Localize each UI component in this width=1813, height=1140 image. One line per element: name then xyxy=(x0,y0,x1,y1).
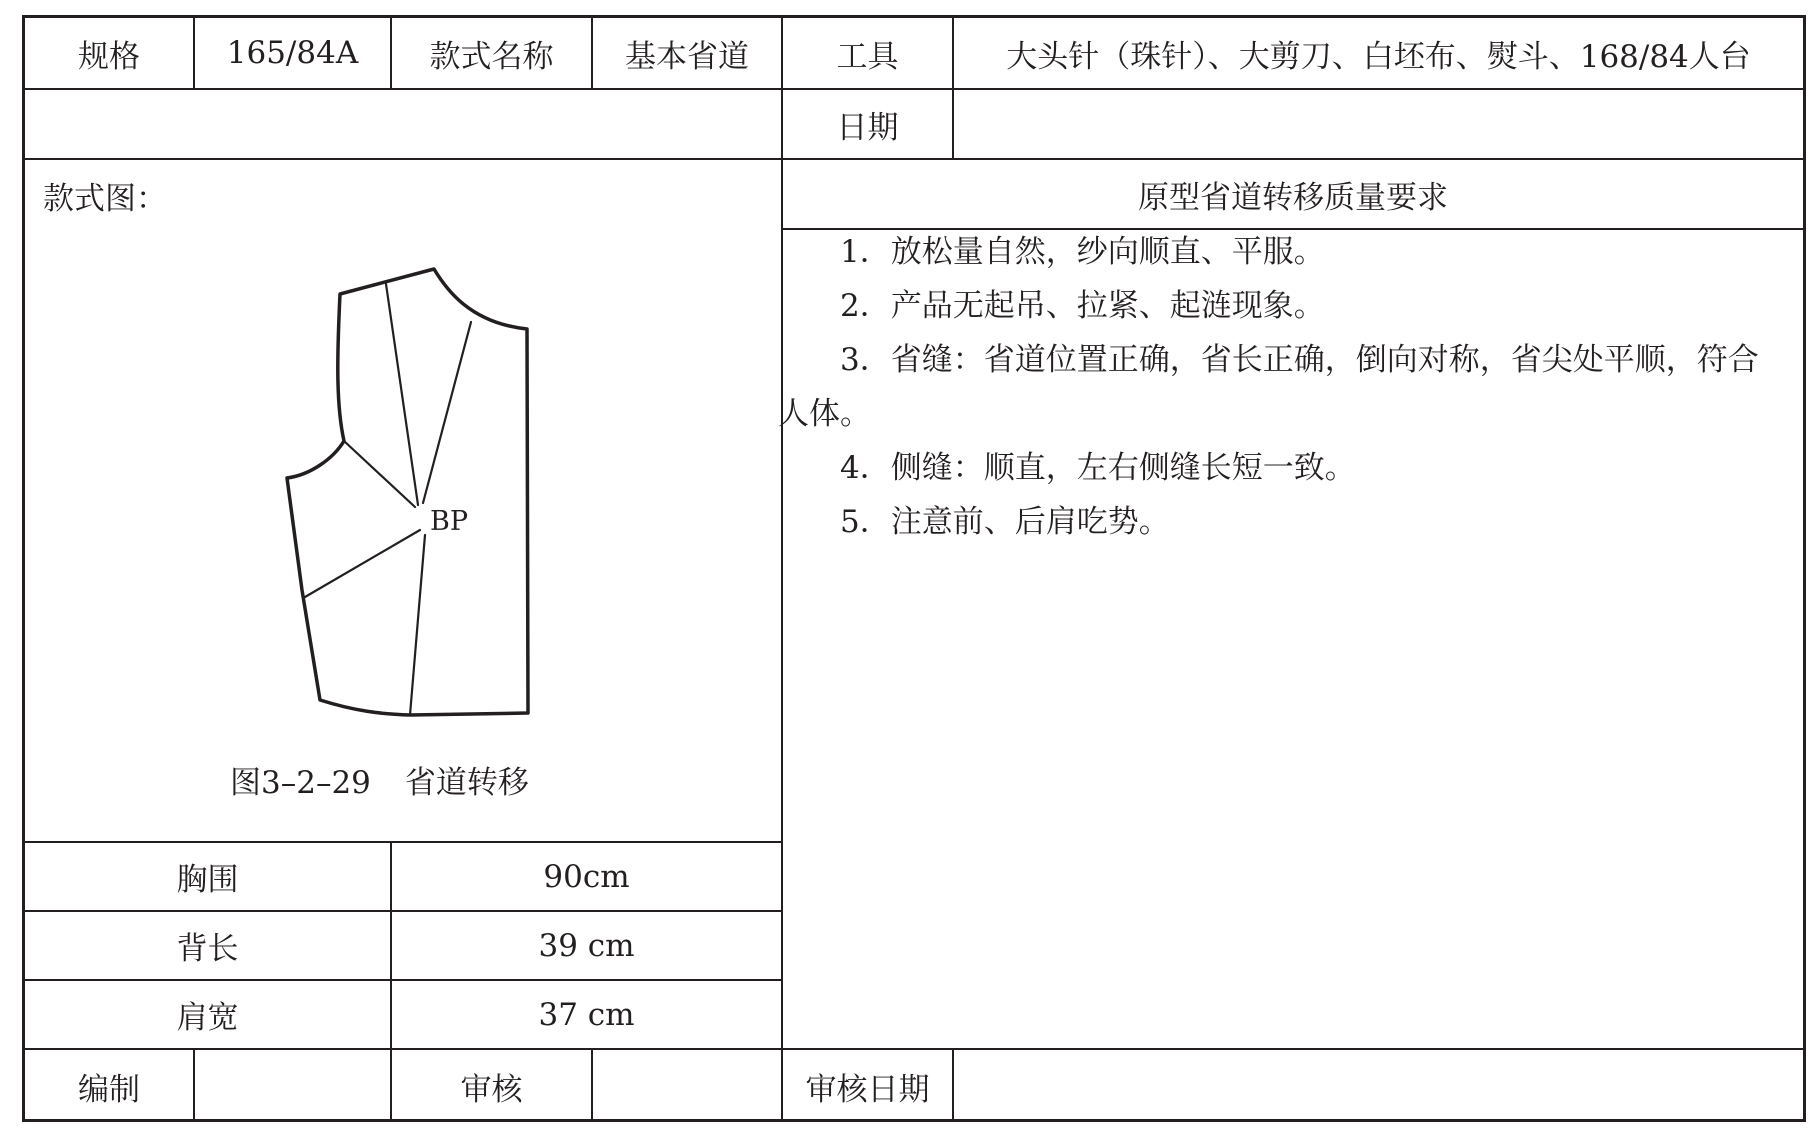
figure-caption xyxy=(230,757,529,802)
requirement-item: 2．产品无起吊、拉紧、起涟现象。 xyxy=(840,288,1325,324)
measure-value-chest: 90cm xyxy=(543,858,630,895)
style-name-value: 基本省道 xyxy=(625,38,749,75)
measure-name-back-length: 背长 xyxy=(176,931,239,967)
review-date-value xyxy=(954,1050,1803,1122)
measure-value-shoulder: 37 cm xyxy=(538,996,635,1033)
dart-line-shoulder-right xyxy=(423,322,471,503)
prepared-by-label: 编制 xyxy=(78,1071,140,1108)
bp-label: BP xyxy=(430,506,469,537)
requirements-title: 原型省道转移质量要求 xyxy=(1138,179,1448,216)
prepared-by-value xyxy=(195,1050,390,1122)
requirements-list xyxy=(778,225,1768,549)
figure-caption-number: 图3–2–29 xyxy=(230,765,371,801)
review-value xyxy=(593,1050,781,1122)
style-figure-label: 款式图： xyxy=(43,181,167,217)
figure-caption-title: 省道转移 xyxy=(404,765,529,801)
tools-label: 工具 xyxy=(836,38,899,75)
measure-name-chest: 胸围 xyxy=(176,862,239,898)
requirement-item: 3．省缝：省道位置正确，省长正确，倒向对称，省尖处平顺，符合人体。 xyxy=(778,342,1759,432)
dart-line-side xyxy=(305,530,420,597)
requirement-item: 1．放松量自然，纱向顺直、平服。 xyxy=(840,234,1325,270)
measure-name-shoulder: 肩宽 xyxy=(176,1000,239,1036)
date-value xyxy=(954,90,1803,158)
tools-value: 大头针（珠针）、大剪刀、白坯布、熨斗、168/84人台 xyxy=(1006,38,1751,75)
dart-line-armhole xyxy=(344,441,415,507)
spec-label: 规格 xyxy=(78,38,140,75)
review-date-label: 审核日期 xyxy=(805,1071,930,1108)
date-label: 日期 xyxy=(836,109,899,146)
style-name-label: 款式名称 xyxy=(429,38,554,75)
measure-value-back-length: 39 cm xyxy=(538,927,635,964)
requirement-item: 5．注意前、后肩吃势。 xyxy=(840,504,1170,540)
dart-line-shoulder-left xyxy=(386,284,418,505)
bodice-dart-diagram xyxy=(260,245,560,745)
requirement-item: 4．侧缝：顺直，左右侧缝长短一致。 xyxy=(840,450,1356,486)
dart-line-waist xyxy=(410,535,425,715)
spec-value: 165/84A xyxy=(226,35,359,71)
review-label: 审核 xyxy=(460,1071,523,1108)
bodice-outline xyxy=(287,269,528,715)
